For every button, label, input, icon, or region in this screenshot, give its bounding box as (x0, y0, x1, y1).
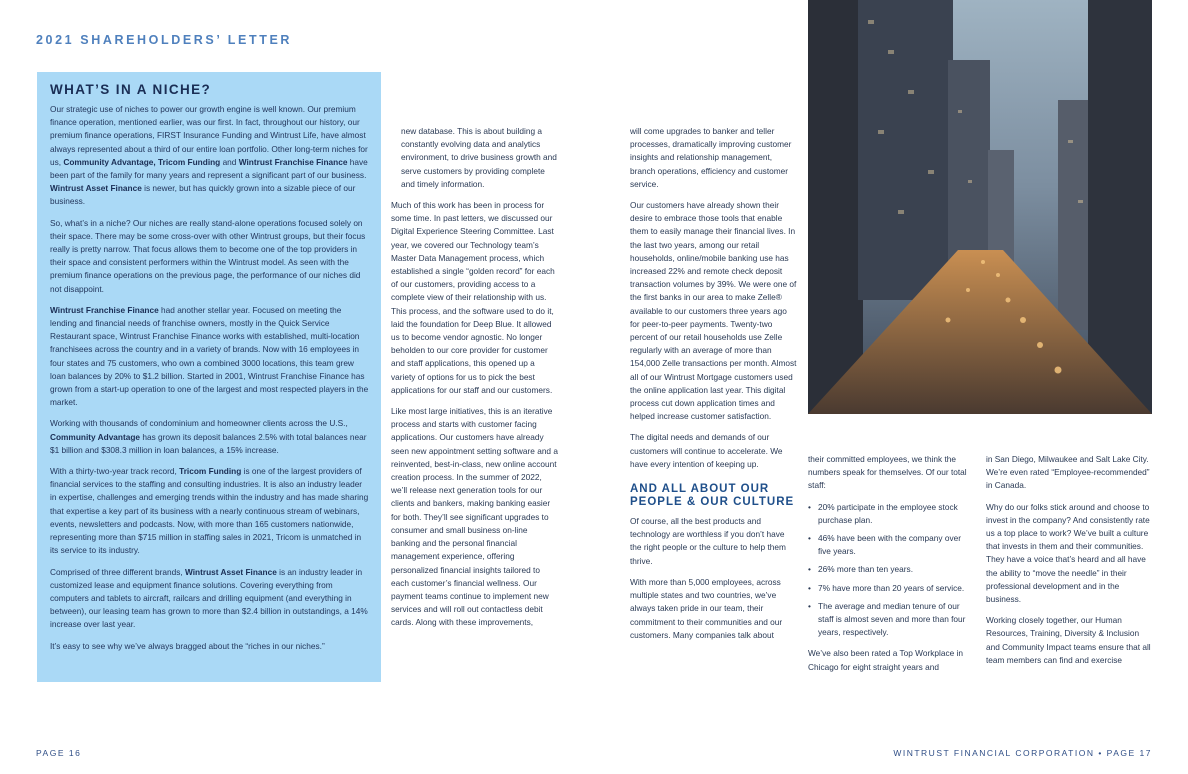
paragraph: in San Diego, Milwaukee and Salt Lake City. We’re even rated “Employee-recommended” in Canada. (986, 454, 1150, 491)
list-item: • 46% have been with the company over five years. (808, 532, 974, 558)
text: had another stellar year. Focused on meeting the lending and financial needs of franchise owners, mostly in the Quick Service Restaurant space, Wintrust Franchise Finance works with established, multi-location franchisees across the country and in a variety of brands. Now with 16 employees in four states and 75 customers, who own a combined 3000 locations, this team grew loan balances by 20% to $1.2 billion. Started in 2001, Wintrust Franchise Finance has grown from a start-up operation to one of the largest and most respected players in the market. (50, 304, 369, 408)
sidebar-paragraph: So, what’s in a niche? Our niches are really stand-alone operations focused solely on their space. There may be some cross-over with other Wintrust groups, but their focus really is pretty narrow. That focus allows them to become one of the top providers in their space and consistent performers within the Wintrust model. As seen with the premium finance operations on the previous page, the performance of our niches did not disappoint. (50, 217, 366, 294)
sidebar-paragraph: It’s easy to see why we’ve always bragged about the “riches in our niches.” (50, 640, 325, 651)
paragraph: will come upgrades to banker and teller processes, dramatically improving customer insights and relationship management, branch operations, efficiency and customer service. (630, 126, 792, 189)
text: Comprised of three different brands, (50, 566, 185, 577)
paragraph: Why do our folks stick around and choose to invest in the company? And consistently rate us a top place to work? We’ve built a culture that invests in them and their communities. They have a voice that’s heard and all have the ability to “move the needle” in their professional development and in the business. (986, 501, 1150, 605)
paragraph: new database. This is about building a constantly evolving data and analytics environment, to drive business growth and serve customers by providing complete and timely information. (401, 126, 557, 189)
list-item: • The average and median tenure of our staff is almost seven and more than four years, respectively. (808, 600, 974, 640)
paragraph: Of course, all the best products and technology are worthless if you don’t have the right people or the culture to help them thrive. (630, 516, 786, 566)
paragraph: Our customers have already shown their desire to embrace those tools that enable them to easily manage their financial lives. In the last two years, among our retail households, online/mobile banking use has increased 22% and remote check deposit transaction volumes by 39%. We were one of the first banks in our area to make Zelle® available to our customers three years ago for peer-to-peer payments. Twenty-two percent of our retail households use Zelle regularly with an average of more than 154,000 Zelle transactions per month. Almost all of our Wintrust Mortgage customers used the online application last year. This digital process cut down application times and helped increase customer satisfaction. (630, 200, 797, 422)
bold-text: Community Advantage (50, 431, 141, 442)
bold-text: Wintrust Asset Finance (184, 566, 277, 577)
column-5 (986, 453, 1154, 683)
paragraph: Much of this work has been in process for some time. In past letters, we discussed our Digital Experience Steering Committee. Last year, we covered our Technology team’s Master Data Management process, which established a single “golden record” for each of our customers, providing access to a complete view of their relationship with us. This process, and the software used to do it, laid the foundation for Deep Blue. It allowed us to become vendor agnostic. No longer beholden to our core provider for customer and staff applications, this opened up a variety of options for us to pick the best applications for our staff and our customers. (391, 200, 555, 395)
paragraph: Working closely together, our Human Resources, Training, Diversity & Inclusion and Community Impact teams ensure that all team members can find and exercise (986, 615, 1151, 665)
sidebar-title: WHAT’S IN A NICHE? (50, 82, 212, 97)
text: With a thirty-two-year track record, (50, 466, 180, 477)
paragraph: The digital needs and demands of our customers will continue to accelerate. We have every intention of keeping up. (630, 432, 783, 469)
footer-left: PAGE 16 (36, 748, 82, 758)
list-item: • 20% participate in the employee stock purchase plan. (808, 501, 974, 527)
footer-right: WINTRUST FINANCIAL CORPORATION • PAGE 17 (893, 748, 1152, 758)
section-heading: AND ALL ABOUT OUR PEOPLE & OUR CULTURE (630, 483, 795, 509)
text: Our strategic use of niches to power our growth engine is well known. Our premium finance operation, mentioned earlier, was our first. In fact, throughout our history, our premium finance operations, FIRST Insurance Funding and Wintrust Life, have almost always represented about a third of our entire loan portfolio. Other long-term niches for us, (50, 104, 368, 167)
paragraph: With more than 5,000 employees, across multiple states and two countries, we’ve always taken pride in our team, their commitment to their communities and our customers. Many companies talk about (630, 576, 783, 640)
sidebar-paragraph (50, 304, 369, 410)
paragraph: their committed employees, we think the numbers speak for themselves. Of our total staff: (808, 454, 967, 491)
column-4 (808, 453, 974, 683)
bold-text: Wintrust Asset Finance (50, 183, 142, 194)
sidebar-paragraph (50, 465, 369, 557)
column-3 (630, 125, 798, 680)
text: is an industry leader in customized lease and equipment finance solutions. Covering everything from computers and tablets to aircraft, railcars and drilling equipment (and everything in between), our leasing team has grown to more than $2.4 billion in outstandings, a 14% increase over last year. (50, 566, 368, 630)
bold-text: Wintrust Franchise Finance (238, 156, 348, 167)
sidebar-paragraph (50, 103, 369, 209)
sidebar-paragraph (50, 566, 369, 632)
list-item: • 26% more than ten years. (808, 563, 974, 576)
list-item: • 7% have more than 20 years of service. (808, 582, 974, 595)
city-street-photo (808, 0, 1152, 414)
text: is newer, but has quickly grown into a sizable piece of our business. (50, 183, 356, 207)
text: Working with thousands of condominium and homeowner clients across the U.S., (50, 418, 348, 429)
bold-text: Community Advantage, Tricom Funding (63, 156, 221, 167)
text: have been part of the family for many years and represent a significant part of our business. (50, 156, 368, 181)
column-2 (391, 125, 558, 680)
text: is one of the largest providers of financial services to the staffing and consulting industries. It is also an industry leader in expertise, challenges and emerging trends within the industry and has made sharing that expertise a key part of its business with a nearly continuous stream of webinars, events, newsletters and podcasts. Now, with more than 165 customers nationwide, representing more than $715 million in staffing sales in 2021, Tricom is unmatched in its service to its industry. (50, 466, 369, 556)
staff-stats-list (808, 501, 974, 640)
page-header: 2021 SHAREHOLDERS’ LETTER (36, 33, 293, 47)
text: and (220, 156, 239, 167)
sidebar-paragraph (50, 417, 369, 457)
text: has grown its deposit balances 2.5% with total balances near $1 billion and $308.3 million in loan balances, a 15% increase. (50, 431, 367, 455)
paragraph: Like most large initiatives, this is an iterative process and starts with customer facing applications. Our customers have already seen new appointment setting software and a reinvented, best-in-class, new online account creation process. In the summer of 2022, we’ll release next generation tools for our clients and bankers, making banking easier for both. They’ll see significant upgrades to consumer and small business on-line banking and the personal financial management experience, offering personalized financial insights tailored to each customer’s financial wellness. Our payment teams continue to implement new services and will roll out contactless debit cards. Along with these improvements, (391, 406, 558, 628)
niche-sidebar (37, 72, 381, 682)
paragraph: We’ve also been rated a Top Workplace in Chicago for eight straight years and (808, 648, 963, 672)
bold-text: Wintrust Franchise Finance (50, 304, 159, 315)
bold-text: Tricom Funding (179, 466, 242, 477)
